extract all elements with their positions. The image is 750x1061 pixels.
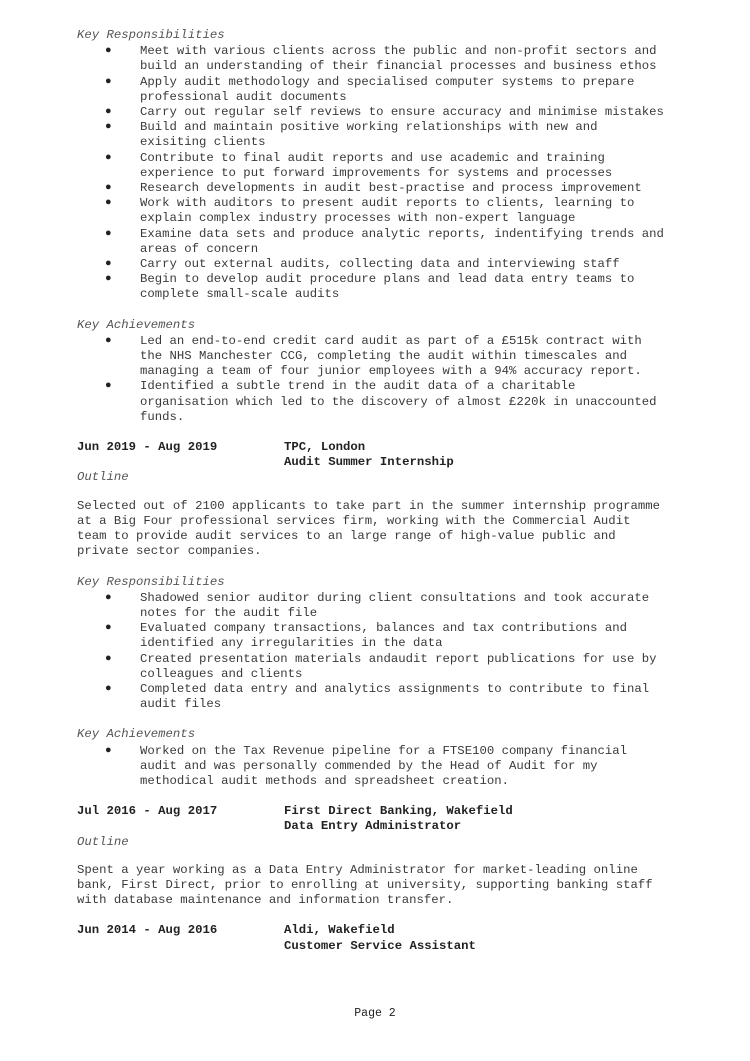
list-item-line: Led an end-to-end credit card audit as part of a £515k contract with: [140, 333, 642, 348]
job3-employer: First Direct Banking, Wakefield: [284, 804, 513, 819]
list-item: [77, 591, 677, 621]
bullet-icon: ●: [105, 182, 112, 195]
bullet-icon: ●: [105, 106, 112, 119]
bullet-icon: ●: [105, 380, 112, 393]
job2-outline-label: Outline: [77, 470, 129, 485]
list-item: [77, 105, 677, 120]
text-line: team to provide audit services to an large range of high-value public and: [77, 529, 616, 544]
bullet-icon: ●: [105, 227, 112, 240]
list-item-line: colleagues and clients: [140, 666, 303, 681]
job1-achievements-label: Key Achievements: [77, 317, 196, 332]
list-item: [77, 272, 677, 302]
list-item-line: Carry out external audits, collecting data and interviewing staff: [140, 257, 620, 272]
bullet-icon: ●: [105, 273, 112, 286]
list-item-line: complete small-scale audits: [140, 287, 340, 302]
list-item: [77, 682, 677, 712]
list-item: [77, 652, 677, 682]
list-item-line: methodical audit methods and spreadsheet creation.: [140, 773, 509, 788]
list-item-line: Examine data sets and produce analytic reports, indentifying trends and: [140, 226, 664, 241]
list-item: [77, 75, 677, 105]
list-item-line: audit files: [140, 697, 222, 712]
job2-achievements-label: Key Achievements: [77, 727, 196, 742]
list-item-line: explain complex industry processes with non-expert language: [140, 211, 576, 226]
job3-role: Data Entry Administrator: [284, 819, 462, 834]
list-item: [77, 227, 677, 257]
list-item: [77, 44, 677, 74]
list-item-line: Shadowed senior auditor during client consultations and took accurate: [140, 590, 650, 605]
list-item: [77, 181, 677, 196]
list-item: [77, 196, 677, 226]
list-item-line: Completed data entry and analytics assignments to contribute to final: [140, 681, 650, 696]
text-line: Selected out of 2100 applicants to take part in the summer internship programme: [77, 498, 660, 513]
list-item: [77, 334, 677, 380]
bullet-icon: ●: [105, 744, 112, 757]
job3-dates: Jul 2016 - Aug 2017: [77, 804, 218, 819]
bullet-icon: ●: [105, 622, 112, 635]
list-item-line: Research developments in audit best-practise and process improvement: [140, 181, 642, 196]
bullet-icon: ●: [105, 75, 112, 88]
job1-responsibilities-list: [77, 44, 677, 302]
list-item: [77, 120, 677, 150]
list-item-line: experience to put forward improvements for systems and processes: [140, 165, 613, 180]
bullet-icon: ●: [105, 652, 112, 665]
bullet-icon: ●: [105, 45, 112, 58]
bullet-icon: ●: [105, 151, 112, 164]
list-item-line: notes for the audit file: [140, 605, 318, 620]
list-item-line: exisiting clients: [140, 135, 266, 150]
list-item: [77, 151, 677, 181]
text-line: at a Big Four professional services firm, working with the Commercial Audit: [77, 513, 631, 528]
job2-role: Audit Summer Internship: [284, 455, 454, 470]
bullet-icon: ●: [105, 591, 112, 604]
list-item-line: audit and was personally commended by the Head of Audit for my: [140, 758, 598, 773]
job3-header: [77, 804, 677, 834]
bullet-icon: ●: [105, 334, 112, 347]
job2-employer: TPC, London: [284, 440, 366, 455]
list-item-line: Begin to develop audit procedure plans and lead data entry teams to: [140, 272, 635, 287]
job3-outline-label: Outline: [77, 834, 129, 849]
list-item-line: Apply audit methodology and specialised computer systems to prepare: [140, 74, 635, 89]
job2-responsibilities-list: [77, 591, 677, 713]
cv-page-content: [77, 28, 677, 954]
job3-outline-text: [77, 863, 677, 909]
job2-header: [77, 440, 677, 470]
bullet-icon: ●: [105, 197, 112, 210]
job2-outline-text: [77, 499, 677, 560]
list-item: [77, 257, 677, 272]
list-item: [77, 621, 677, 651]
list-item-line: Identified a subtle trend in the audit data of a charitable: [140, 379, 576, 394]
list-item: [77, 744, 677, 790]
job1-achievements-list: [77, 334, 677, 425]
list-item-line: funds.: [140, 409, 185, 424]
list-item-line: identified any irregularities in the data: [140, 636, 443, 651]
list-item-line: organisation which led to the discovery of almost £220k in unaccounted: [140, 394, 657, 409]
text-line: Spent a year working as a Data Entry Administrator for market-leading online: [77, 862, 638, 877]
list-item-line: Evaluated company transactions, balances and tax contributions and: [140, 621, 628, 636]
list-item-line: Contribute to final audit reports and use academic and training: [140, 150, 605, 165]
text-line: with database maintenance and information transfer.: [77, 893, 454, 908]
bullet-icon: ●: [105, 682, 112, 695]
list-item-line: the NHS Manchester CCG, completing the audit within timescales and: [140, 349, 628, 364]
list-item-line: Worked on the Tax Revenue pipeline for a FTSE100 company financial: [140, 743, 628, 758]
bullet-icon: ●: [105, 258, 112, 271]
list-item-line: Carry out regular self reviews to ensure accuracy and minimise mistakes: [140, 105, 664, 120]
list-item-line: Build and maintain positive working relationships with new and: [140, 120, 598, 135]
list-item: [77, 379, 677, 425]
job4-header: [77, 923, 677, 953]
list-item-line: managing a team of four junior employees with a 94% accuracy report.: [140, 364, 642, 379]
job2-responsibilities-label: Key Responsibilities: [77, 574, 225, 589]
text-line: private sector companies.: [77, 544, 262, 559]
list-item-line: professional audit documents: [140, 89, 347, 104]
list-item-line: build an understanding of their financial processes and business ethos: [140, 59, 657, 74]
page-number: Page 2: [354, 1007, 396, 1020]
text-line: bank, First Direct, prior to enrolling at university, supporting banking staff: [77, 877, 653, 892]
job2-achievements-list: [77, 744, 677, 790]
job4-dates: Jun 2014 - Aug 2016: [77, 923, 218, 938]
list-item-line: Created presentation materials andaudit report publications for use by: [140, 651, 657, 666]
job1-responsibilities-label: Key Responsibilities: [77, 28, 225, 42]
list-item-line: Meet with various clients across the public and non-profit sectors and: [140, 44, 657, 59]
job4-role: Customer Service Assistant: [284, 938, 476, 953]
bullet-icon: ●: [105, 121, 112, 134]
list-item-line: Work with auditors to present audit reports to clients, learning to: [140, 196, 635, 211]
job4-employer: Aldi, Wakefield: [284, 923, 395, 938]
job2-dates: Jun 2019 - Aug 2019: [77, 440, 218, 455]
list-item-line: areas of concern: [140, 241, 259, 256]
